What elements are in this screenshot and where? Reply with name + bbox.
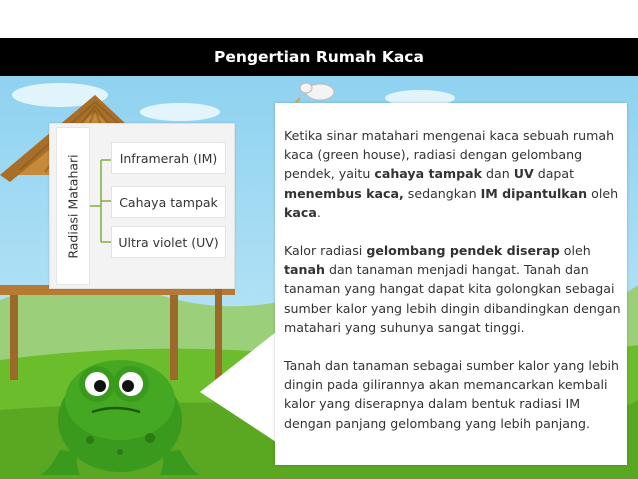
paragraph-1 xyxy=(284,126,624,222)
bold-run: gelombang pendek diserap xyxy=(366,243,560,259)
diagram-root-label: Radiasi Matahari xyxy=(65,153,81,259)
text-content xyxy=(284,126,624,452)
diagram-branch-ultra-violet xyxy=(111,226,226,258)
branch-label: Cahaya tampak xyxy=(119,194,218,210)
text-run: Kalor radiasi xyxy=(284,243,367,259)
paragraph-2 xyxy=(284,241,624,337)
text-run: Ketika sinar matahari mengenai kaca sebuah rumah kaca (green house), radiasi dengan gelombang pendek, yaitu xyxy=(284,128,615,182)
bold-run: cahaya tampak xyxy=(374,166,483,182)
text-run: oleh xyxy=(587,185,619,201)
diagram-branch-cahaya-tampak xyxy=(111,186,226,218)
bold-run: UV xyxy=(513,166,534,182)
text-run: sedangkan xyxy=(403,185,481,201)
branch-label: Ultra violet (UV) xyxy=(118,234,219,250)
text-run: dapat xyxy=(533,166,575,182)
text-run: dan tanaman menjadi hangat. Tanah dan tanaman yang hangat dapat kita golongkan sebagai sumber kalor yang lebih dingin dibandingkan dengan matahari yang suhunya sangat tinggi. xyxy=(284,262,621,335)
slide-title: Pengertian Rumah Kaca xyxy=(214,48,424,66)
paragraph-3: Tanah dan tanaman sebagai sumber kalor yang lebih dingin pada gilirannya akan memancarkan kembali kalor yang diserapnya dalam bentuk radiasi IM dengan panjang gelombang yang lebih panjang. xyxy=(284,358,620,431)
bold-run: kaca xyxy=(284,204,317,220)
diagram-branch-inframerah xyxy=(111,142,226,174)
bold-run: IM dipantulkan xyxy=(480,185,588,201)
text-run: oleh xyxy=(559,243,591,259)
bold-run: menembus kaca, xyxy=(284,185,404,201)
branch-label: Inframerah (IM) xyxy=(119,150,218,166)
text-run: . xyxy=(316,204,321,220)
bold-run: tanah xyxy=(284,262,325,278)
text-run: dan xyxy=(482,166,514,182)
